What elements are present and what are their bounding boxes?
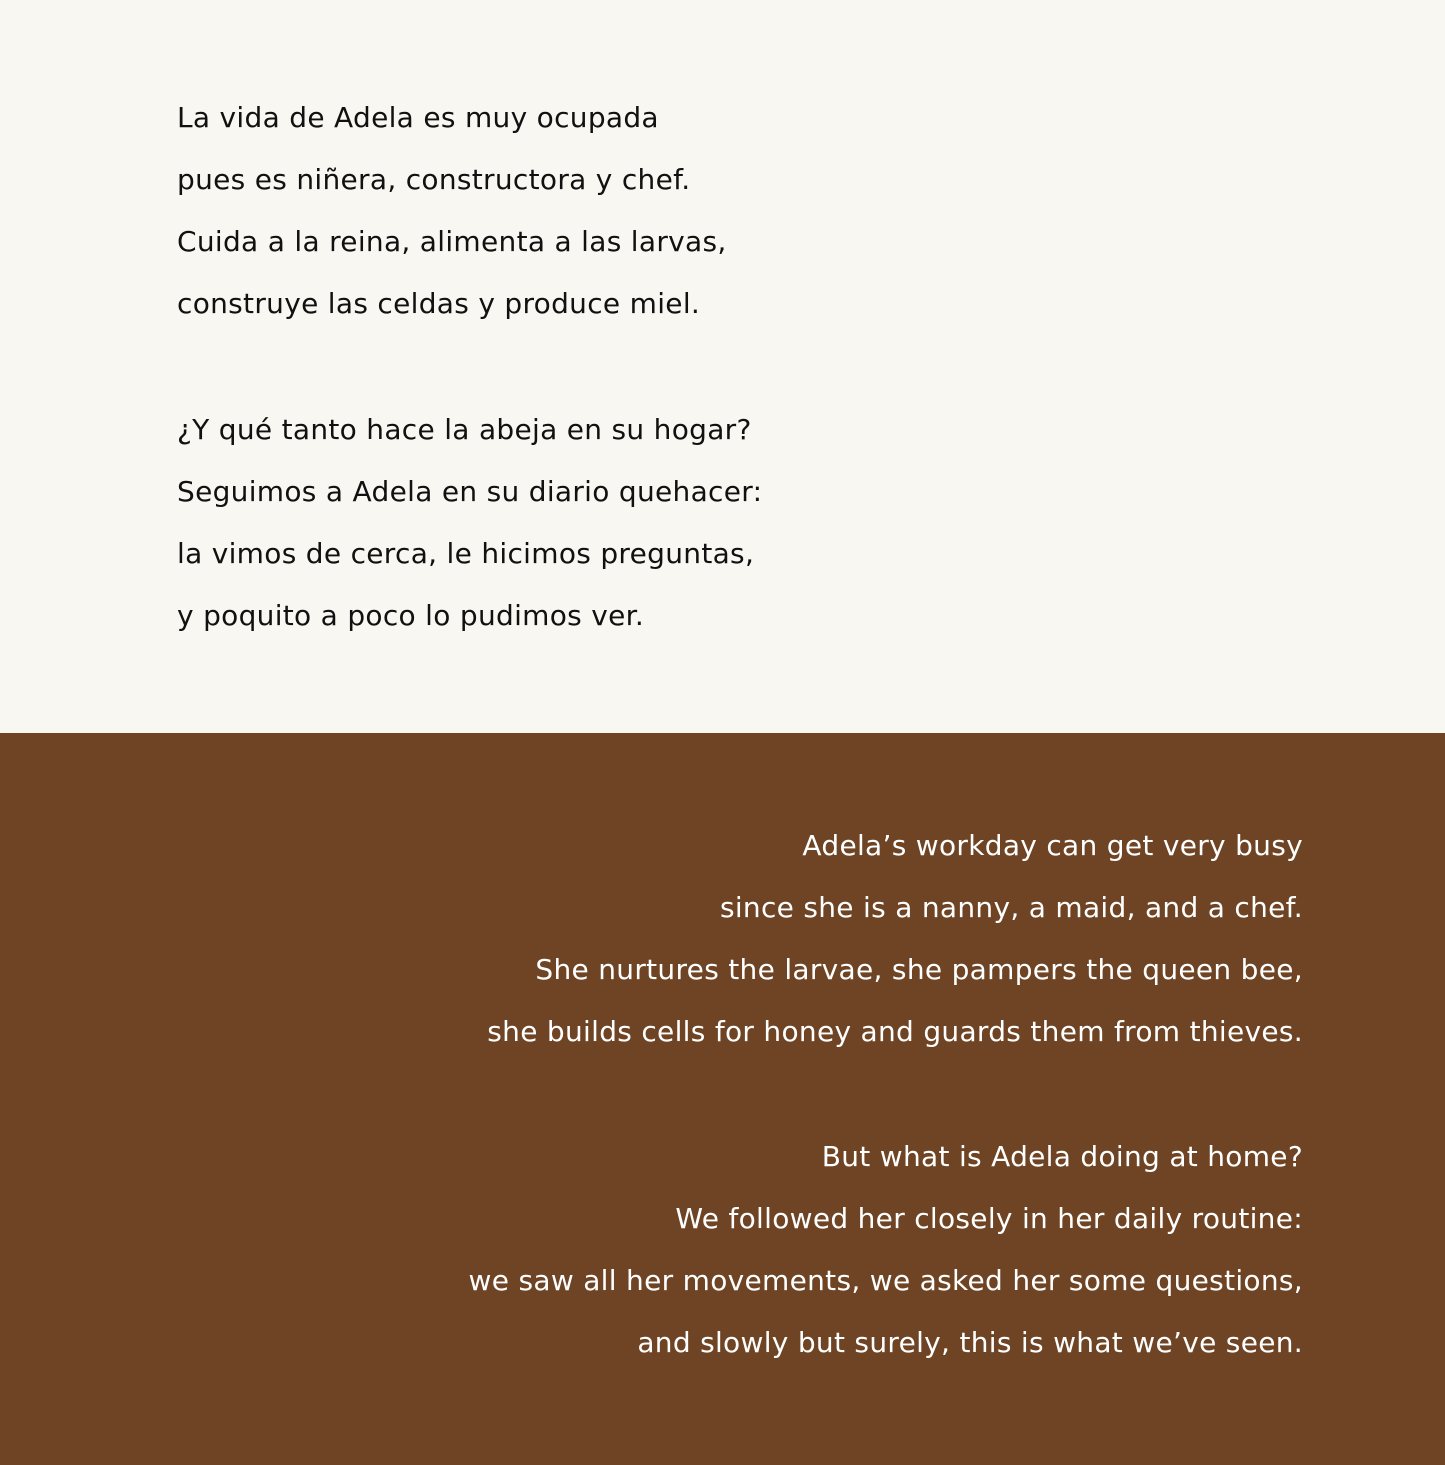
verse-line: We followed her closely in her daily routine: [675,1202,1303,1235]
verse-line: But what is Adela doing at home? [821,1140,1303,1173]
verse-line: Seguimos a Adela en su diario quehacer: [177,475,763,508]
verse-line: la vimos de cerca, le hicimos preguntas, [177,537,755,570]
verse-line: ¿Y qué tanto hace la abeja en su hogar? [177,413,752,446]
spanish-stanza-2 [177,399,762,647]
verse-line: She nurtures the larvae, she pampers the queen bee, [535,953,1303,986]
english-stanza-2 [469,1126,1303,1374]
verse-line: since she is a nanny, a maid, and a chef. [719,891,1303,924]
verse-line: and slowly but surely, this is what we’ve seen. [637,1326,1303,1359]
verse-line: she builds cells for honey and guards them from thieves. [487,1015,1303,1048]
english-stanza-1 [487,815,1303,1063]
verse-line: we saw all her movements, we asked her some questions, [468,1264,1303,1297]
verse-line: La vida de Adela es muy ocupada [177,101,659,134]
verse-line: Adela’s workday can get very busy [802,829,1303,862]
verse-line: y poquito a poco lo pudimos ver. [177,599,645,632]
spanish-stanza-1 [177,87,727,335]
verse-line: construye las celdas y produce miel. [177,287,701,320]
verse-line: Cuida a la reina, alimenta a las larvas, [177,225,727,258]
verse-line: pues es niñera, constructora y chef. [177,163,691,196]
